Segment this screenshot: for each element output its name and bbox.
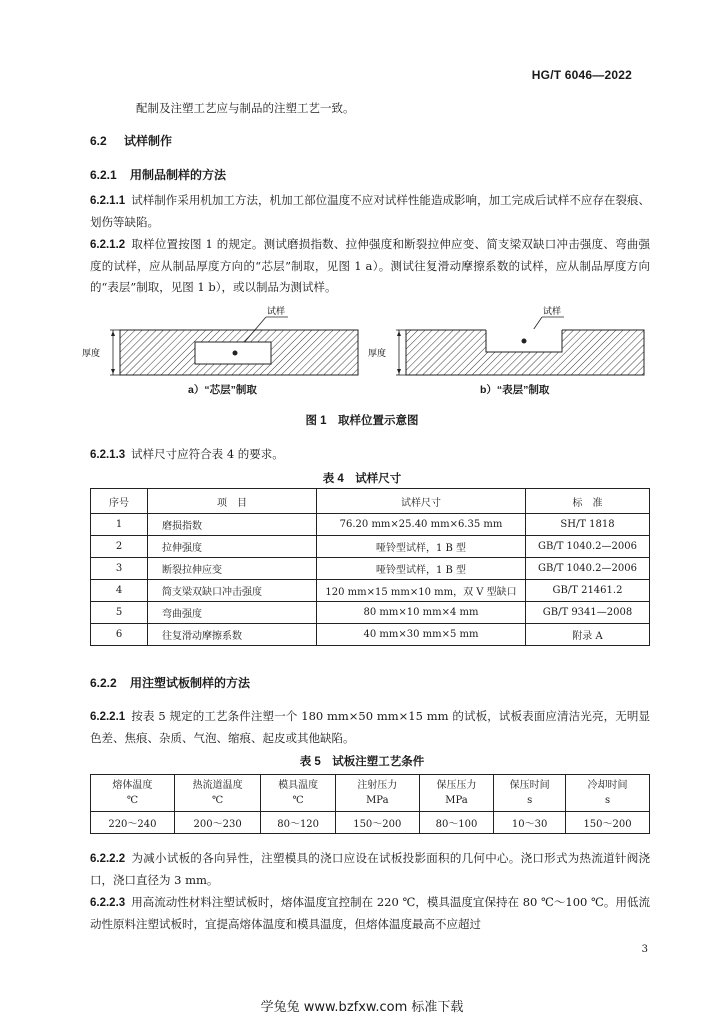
table-cell: 150～200 — [566, 812, 650, 834]
header-cell: 标 准 — [526, 489, 650, 514]
clause-text: 取样位置按图 1 的规定。测试磨损指数、拉伸强度和断裂拉伸应变、简支梁双缺口冲击强度、弯曲强度的试样，应从制品厚度方向的“芯层”制取，见图 1 a）。测试往复滑动摩擦系数的试样，应从制品厚度方向的“表层”制取，见图 1 b），或以制品为测试样。 — [90, 237, 650, 294]
figure-1-diagram — [80, 300, 680, 400]
clause-number: 6.2.2.3 — [90, 897, 126, 909]
table-cell: SH/T 1818 — [526, 514, 650, 536]
table-cell: 简支梁双缺口冲击强度 — [148, 580, 317, 602]
clause-6-2-2-2 — [90, 848, 650, 891]
table-cell: 120 mm×15 mm×10 mm，双 V 型缺口 — [317, 580, 526, 602]
table-cell: 断裂拉伸应变 — [148, 558, 317, 580]
figure-1b-drawing — [368, 305, 644, 375]
table-row — [91, 580, 650, 602]
clause-text: 试样尺寸应符合表 4 的要求。 — [131, 447, 284, 461]
clause-6-2-1-1 — [90, 190, 650, 233]
table-cell: 往复滑动摩擦系数 — [148, 624, 317, 646]
section-title: 用制品制样的方法 — [130, 168, 227, 182]
table-cell: GB/T 21461.2 — [526, 580, 650, 602]
header-cell: 保压时间 s — [494, 775, 566, 812]
intro-line: 配制及注塑工艺应与制品的注塑工艺一致。 — [136, 101, 355, 115]
table-cell: 哑铃型试样，1 B 型 — [317, 558, 526, 580]
sample-dot — [522, 339, 527, 344]
clause-6-2-1-3 — [90, 444, 650, 466]
header-cell: 保压压力 MPa — [419, 775, 494, 812]
header-cell: 试样尺寸 — [317, 489, 526, 514]
figure-1b-caption: b）“表层”制取 — [480, 384, 550, 396]
table-cell: 1 — [91, 514, 148, 536]
section-title: 用注塑试板制样的方法 — [130, 676, 251, 690]
header-cell: 序号 — [91, 489, 148, 514]
section-6-2-heading — [90, 132, 172, 149]
table-cell: 200～230 — [174, 812, 261, 834]
clause-text: 用高流动性材料注塑试板时，熔体温度宜控制在 220 ℃，模具温度宜保持在 80 ℃～100 ℃。用低流动性原料注塑试板时，宜提高熔体温度和模具温度，但熔体温度最高不应超过 — [90, 895, 650, 931]
table-cell: 10～30 — [494, 812, 566, 834]
figure-1a-drawing — [82, 305, 358, 375]
clause-text: 按表 5 规定的工艺条件注塑一个 180 mm×50 mm×15 mm 的试板，试板表面应清洁光亮，无明显色差、焦痕、杂质、气泡、缩痕、起皮或其他缺陷。 — [90, 709, 650, 745]
table-5 — [90, 774, 650, 834]
header-cell: 注射压力 MPa — [335, 775, 419, 812]
table-cell: 80 mm×10 mm×4 mm — [317, 602, 526, 624]
clause-6-2-2-3 — [90, 892, 650, 935]
sample-dot — [233, 351, 238, 356]
label-sample-a: 试样 — [266, 307, 286, 317]
table-row — [91, 536, 650, 558]
page-number: 3 — [641, 944, 648, 955]
label-thickness-b: 厚度 — [368, 349, 387, 359]
section-6-2-1-heading — [90, 166, 226, 183]
table-cell: 哑铃型试样，1 B 型 — [317, 536, 526, 558]
table-cell: 150～200 — [335, 812, 419, 834]
header-cell: 热流道温度 ℃ — [174, 775, 261, 812]
table-cell: GB/T 1040.2—2006 — [526, 558, 650, 580]
table-cell: 2 — [91, 536, 148, 558]
table-cell: 40 mm×30 mm×5 mm — [317, 624, 526, 646]
clause-number: 6.2.2.2 — [90, 853, 126, 865]
header-cell: 模具温度 ℃ — [261, 775, 336, 812]
header-cell: 项 目 — [148, 489, 317, 514]
footer-watermark: 学兔兔 www.bzfxw.com 标准下载 — [260, 1000, 464, 1015]
section-number: 6.2.1 — [90, 168, 117, 182]
clause-number: 6.2.2.1 — [90, 711, 126, 723]
table-header-row — [91, 489, 650, 514]
table-cell: 3 — [91, 558, 148, 580]
table-cell: 6 — [91, 624, 148, 646]
clause-number: 6.2.1.1 — [90, 195, 126, 207]
table-5-title: 表 5 试板注塑工艺条件 — [299, 756, 425, 768]
table-row — [91, 624, 650, 646]
table-4 — [90, 488, 650, 646]
clause-text: 为减小试板的各向异性，注塑模具的浇口应设在试板投影面积的几何中心。浇口形式为热流道针阀浇口，浇口直径为 3 mm。 — [90, 851, 650, 887]
figure-1-caption: 图 1 取样位置示意图 — [305, 415, 419, 427]
table-cell: 80～120 — [261, 812, 336, 834]
standard-code: HG/T 6046—2022 — [531, 68, 632, 82]
table-cell: 220～240 — [91, 812, 175, 834]
table-row — [91, 558, 650, 580]
table-cell: 4 — [91, 580, 148, 602]
table-cell: 80～100 — [419, 812, 494, 834]
clause-6-2-2-1 — [90, 706, 650, 749]
label-sample-b: 试样 — [542, 307, 562, 317]
table-cell: 磨损指数 — [148, 514, 317, 536]
clause-number: 6.2.1.3 — [90, 449, 126, 461]
table-cell: 5 — [91, 602, 148, 624]
table-row — [91, 602, 650, 624]
table-cell: GB/T 9341—2008 — [526, 602, 650, 624]
section-title: 试样制作 — [124, 134, 173, 148]
table-cell: 弯曲强度 — [148, 602, 317, 624]
table-row — [91, 514, 650, 536]
table-cell: 拉伸强度 — [148, 536, 317, 558]
section-6-2-2-heading — [90, 674, 250, 691]
section-number: 6.2 — [90, 134, 107, 148]
table-header-row — [91, 775, 650, 812]
header-cell: 熔体温度 ℃ — [91, 775, 175, 812]
label-thickness-a: 厚度 — [82, 349, 101, 359]
table-4-title: 表 4 试样尺寸 — [322, 473, 402, 485]
table-row — [91, 812, 650, 834]
table-cell: 附录 A — [526, 624, 650, 646]
table-cell: GB/T 1040.2—2006 — [526, 536, 650, 558]
header-cell: 冷却时间 s — [566, 775, 650, 812]
clause-number: 6.2.1.2 — [90, 239, 126, 251]
table-cell: 76.20 mm×25.40 mm×6.35 mm — [317, 514, 526, 536]
figure-1a-caption: a）“芯层”制取 — [188, 384, 257, 396]
clause-text: 试样制作采用机加工方法，机加工部位温度不应对试样性能造成影响，加工完成后试样不应存在裂痕、划伤等缺陷。 — [90, 193, 650, 229]
clause-6-2-1-2 — [90, 234, 650, 298]
section-number: 6.2.2 — [90, 676, 117, 690]
